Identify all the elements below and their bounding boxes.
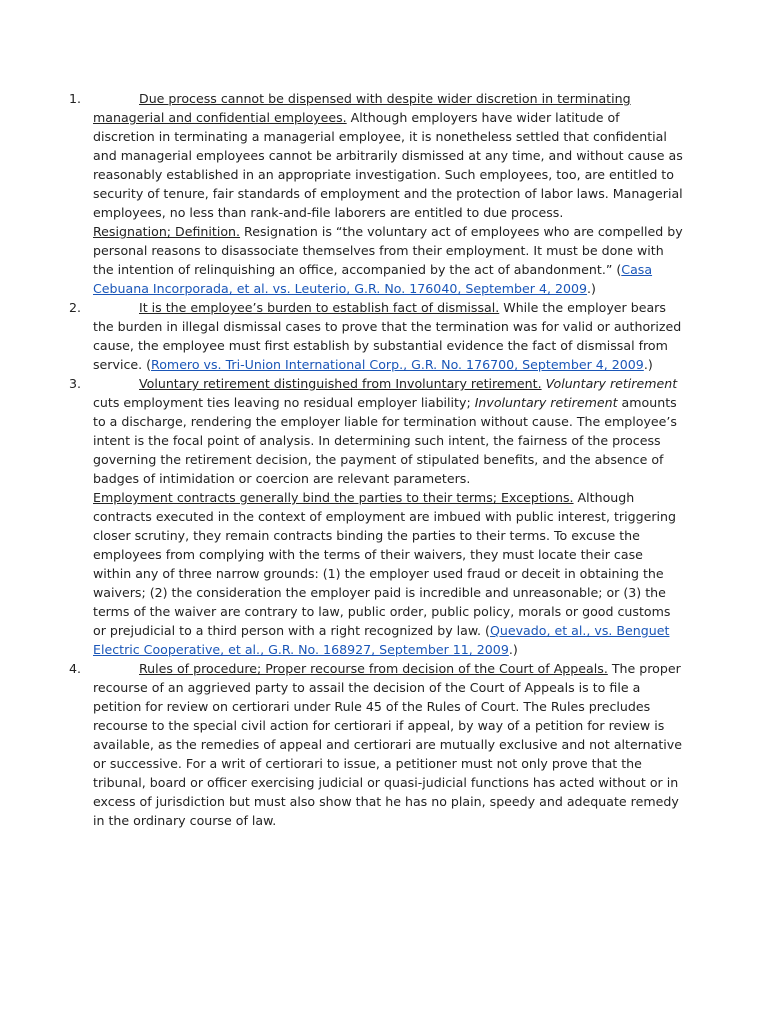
sub-body: Resignation is “the voluntary act of employees who are compelled by personal reasons to disassociate themselves from their employment. It must be done with the intention of relinquishing an office, accompanied by the act of abandonment.” (: [93, 224, 683, 277]
citation-link[interactable]: Romero vs. Tri-Union International Corp., G.R. No. 176700, September 4, 2009: [151, 357, 644, 372]
list-item-4: [0, 659, 683, 830]
item-mid: cuts employment ties leaving no residual employer liability;: [93, 395, 475, 410]
item-heading: Due process cannot be dispensed with despite wider discretion in terminating managerial and confidential employees.: [93, 91, 631, 125]
term-voluntary: Voluntary retirement: [545, 376, 678, 391]
citation-link[interactable]: Casa Cebuana Incorporada, et al. vs. Leuterio, G.R. No. 176040, September 4, 2009: [93, 262, 653, 296]
item-number: 1.: [69, 91, 82, 106]
citation-close: .): [508, 642, 518, 657]
item-heading: Rules of procedure; Proper recourse from decision of the Court of Appeals.: [139, 661, 608, 676]
list-item-1: [0, 89, 683, 298]
citation-close: .): [643, 357, 653, 372]
sub-heading: Employment contracts generally bind the parties to their terms; Exceptions.: [93, 490, 574, 505]
citation-link[interactable]: Quevado, et al., vs. Benguet Electric Cooperative, et al., G.R. No. 168927, September 11, 2009: [93, 623, 670, 657]
list-item-3: [0, 374, 683, 659]
item-body: The proper recourse of an aggrieved party to assail the decision of the Court of Appeals is to file a petition for review on certiorari under Rule 45 of the Rules of Court. The Rules precludes recourse to the special civil action for certiorari if appeal, by way of a petition for review is available, as the remedies of appeal and certiorari are mutually exclusive and not alternative or successive. For a writ of certiorari to issue, a petitioner must not only prove that the tribunal, board or officer exercising judicial or quasi-judicial functions has acted without or in excess of jurisdiction but must also show that he has no plain, speedy and adequate remedy in the ordinary course of law.: [93, 661, 683, 828]
citation-close: .): [587, 281, 596, 296]
item-body: amounts to a discharge, rendering the employer liable for termination without cause. The employee’s intent is the focal point of analysis. In determining such intent, the fairness of the process governing the retirement decision, the payment of stipulated benefits, and the absence of badges of intimidation or coercion are relevant parameters.: [93, 395, 677, 486]
list-item-2: [0, 298, 683, 374]
term-involuntary: Involuntary retirement: [474, 395, 618, 410]
item-body: Although employers have wider latitude of discretion in terminating a managerial employee, it is nonetheless settled that confidential and managerial employees cannot be arbitrarily dismissed at any time, and without cause as reasonably established in an appropriate investigation. Such employees, too, are entitled to security of tenure, fair standards of employment and the protection of labor laws. Managerial employees, no less than rank-and-file laborers are entitled to due process.: [93, 110, 683, 220]
item-number: 4.: [69, 661, 82, 676]
document-page: [0, 89, 768, 830]
item-body: While the employer bears the burden in illegal dismissal cases to prove that the termination was for valid or authorized cause, the employee must first establish by substantial evidence the fact of dismissal from service. (: [93, 300, 682, 372]
item-number: 3.: [69, 376, 82, 391]
item-number: 2.: [69, 300, 82, 315]
sub-heading: Resignation; Definition.: [93, 224, 241, 239]
item-heading: It is the employee’s burden to establish fact of dismissal.: [139, 300, 500, 315]
sub-body: Although contracts executed in the context of employment are imbued with public interest, triggering closer scrutiny, they remain contracts binding the parties to their terms. To excuse the employees from complying with the terms of their waivers, they must locate their case within any of three narrow grounds: (1) the employer used fraud or deceit in obtaining the waivers; (2) the consideration the employer paid is incredible and unreasonable; or (3) the terms of the waiver are contrary to law, public order, public policy, morals or good customs or prejudicial to a third person with a right recognized by law. (: [93, 490, 676, 638]
item-heading: Voluntary retirement distinguished from Involuntary retirement.: [139, 376, 542, 391]
